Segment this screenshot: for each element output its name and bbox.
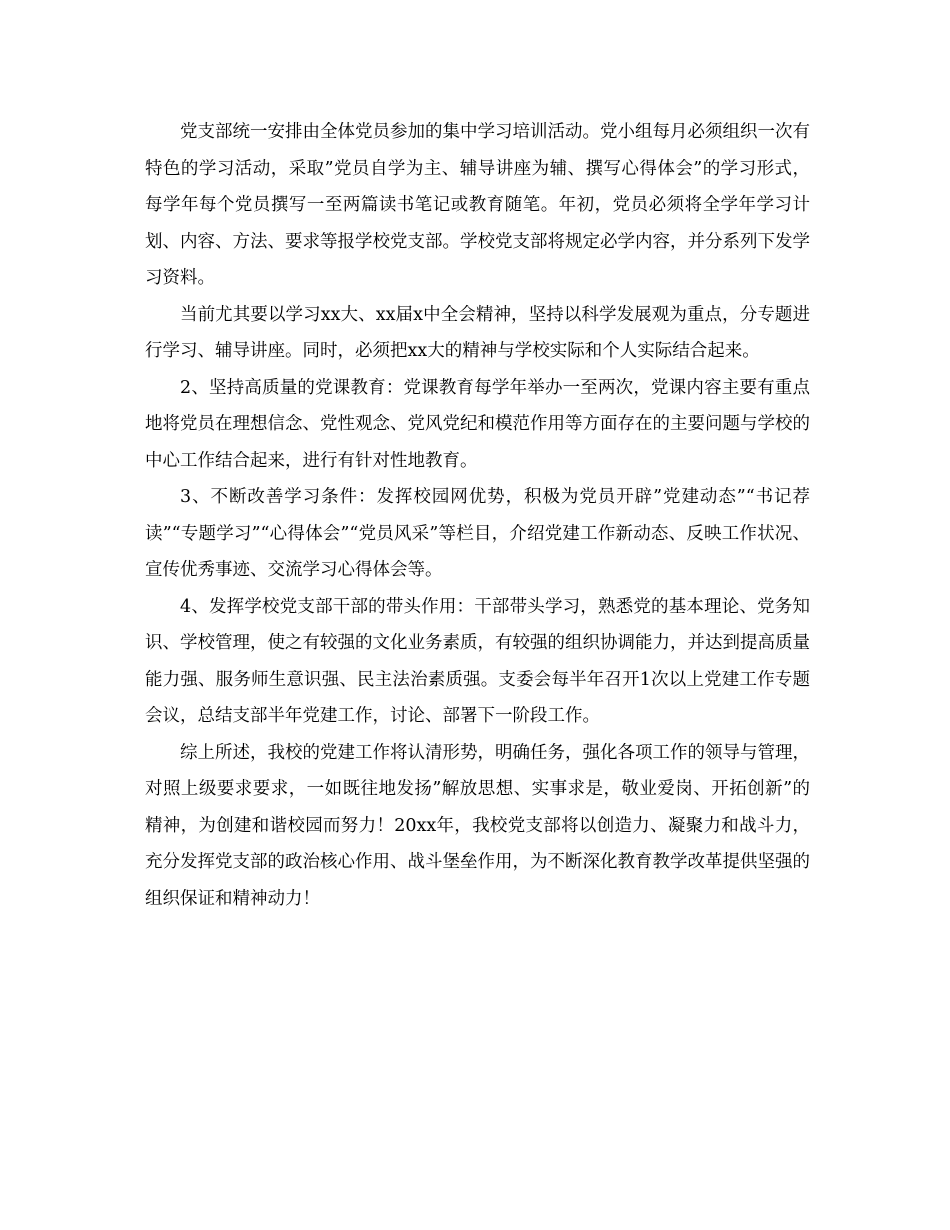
document-body <box>145 114 810 917</box>
paragraph-5: 4、发挥学校党支部干部的带头作用：干部带头学习，熟悉党的基本理论、党务知识、学校管理，使之有较强的文化业务素质，有较强的组织协调能力，并达到提高质量能力强、服务师生意识强、民主法治素质强。支委会每半年召开1次以上党建工作专题会议，总结支部半年党建工作，讨论、部署下一阶段工作。 <box>145 596 810 726</box>
paragraph-1: 党支部统一安排由全体党员参加的集中学习培训活动。党小组每月必须组织一次有特色的学习活动，采取”党员自学为主、辅导讲座为辅、撰写心得体会”的学习形式，每学年每个党员撰写一至两篇读书笔记或教育随笔。年初，党员必须将全学年学习计划、内容、方法、要求等报学校党支部。学校党支部将规定必学内容，并分系列下发学习资料。 <box>145 122 810 288</box>
paragraph-3: 2、坚持高质量的党课教育：党课教育每学年举办一至两次，党课内容主要有重点地将党员在理想信念、党性观念、党风党纪和模范作用等方面存在的主要问题与学校的中心工作结合起来，进行有针对性地教育。 <box>145 377 810 471</box>
paragraph-2: 当前尤其要以学习xx大、xx届x中全会精神，坚持以科学发展观为重点，分专题进行学习、辅导讲座。同时，必须把xx大的精神与学校实际和个人实际结合起来。 <box>145 304 810 361</box>
paragraph-4: 3、不断改善学习条件：发挥校园网优势，积极为党员开辟”党建动态”“书记荐读”“专题学习”“心得体会”“党员风采”等栏目，介绍党建工作新动态、反映工作状况、宣传优秀事迹、交流学习心得体会等。 <box>145 487 810 580</box>
paragraph-6: 综上所述，我校的党建工作将认清形势，明确任务，强化各项工作的领导与管理，对照上级要求要求，一如既往地发扬”解放思想、实事求是，敬业爱岗、开拓创新”的精神，为创建和谐校园而努力！20xx年，我校党支部将以创造力、凝聚力和战斗力，充分发挥党支部的政治核心作用、战斗堡垒作用，为不断深化教育教学改革提供坚强的组织保证和精神动力！ <box>145 742 810 909</box>
